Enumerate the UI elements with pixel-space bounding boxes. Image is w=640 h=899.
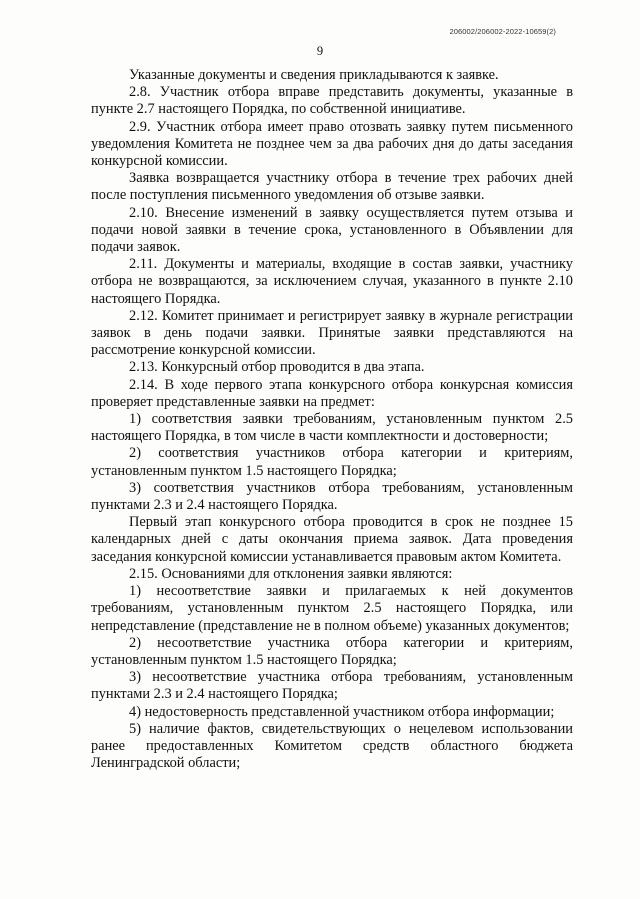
paragraph: 2.15. Основаниями для отклонения заявки являются: [129,565,453,582]
paragraph: 2.13. Конкурсный отбор проводится в два этапа. [129,359,425,376]
list-item: 3) несоответствие участника отбора требованиям, установленным пунктами 2.3 и 2.4 настоящего Порядка; [91,669,573,703]
page-number: 9 [316,44,324,58]
paragraph: 2.10. Внесение изменений в заявку осуществляется путем отзыва и подачи новой заявки в течение срока, установленного в Объявлении для подачи заявок. [91,204,573,256]
paragraph: Указанные документы и сведения прикладываются к заявке. [129,67,499,83]
list-item: 2) несоответствие участника отбора категории и критериям, установленным пунктом 1.5 настоящего Порядка; [91,634,573,668]
list-item: 1) соответствия заявки требованиям, установленным пунктом 2.5 настоящего Порядка, в том числе в части комплектности и достоверности; [91,411,573,445]
paragraph: 2.14. В ходе первого этапа конкурсного отбора конкурсная комиссия проверяет представленные заявки на предмет: [91,376,573,410]
paragraph: 2.8. Участник отбора вправе представить документы, указанные в пункте 2.7 настоящего Порядка, по собственной инициативе. [91,84,573,118]
list-item: 1) несоответствие заявки и прилагаемых к ней документов требованиям, установленным пунктом 2.5 настоящего Порядка, или непредставление (представление не в полном объеме) указанных документов; [91,583,573,634]
list-item: 2) соответствия участников отбора категории и критериям, установленным пунктом 1.5 настоящего Порядка; [91,445,573,479]
list-item: 5) наличие фактов, свидетельствующих о нецелевом использовании ранее предоставленных Комитетом средств областного бюджета Ленинградской области; [91,720,573,772]
paragraph: 2.9. Участник отбора имеет право отозвать заявку путем письменного уведомления Комитета не позднее чем за два рабочих дня до даты заседания конкурсной комиссии. [91,118,573,170]
document-number: 206002/206002-2022-10659(2) [449,27,556,36]
paragraph: 2.12. Комитет принимает и регистрирует заявку в журнале регистрации заявок в день подачи заявки. Принятые заявки представляются на рассмотрение конкурсной комиссии. [91,307,573,359]
paragraph: Первый этап конкурсного отбора проводится в срок не позднее 15 календарных дней с даты окончания приема заявок. Дата проведения заседания конкурсной комиссии устанавливается правовым актом Комитета. [91,514,573,565]
list-item: 3) соответствия участников отбора требованиям, установленным пунктами 2.3 и 2.4 настоящего Порядка. [91,479,573,514]
paragraph: 2.11. Документы и материалы, входящие в состав заявки, участнику отбора не возвращаются, за исключением случая, указанного в пункте 2.10 настоящего Порядка. [91,256,573,307]
document-body [91,67,573,772]
paragraph: Заявка возвращается участнику отбора в течение трех рабочих дней после поступления письменного уведомления об отзыве заявки. [91,170,573,204]
list-item: 4) недостоверность представленной участником отбора информации; [129,703,555,720]
